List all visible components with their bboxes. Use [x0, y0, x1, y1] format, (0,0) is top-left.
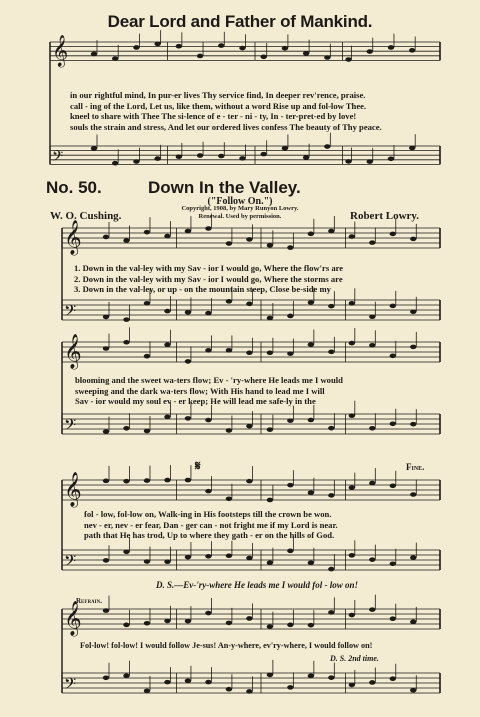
note-head: [144, 478, 150, 483]
note-head: [282, 46, 288, 51]
note-head: [390, 561, 396, 566]
note-head: [144, 689, 150, 694]
note-head: [390, 616, 396, 621]
note-head: [205, 554, 211, 559]
note-head: [164, 234, 170, 239]
note-head: [349, 683, 355, 688]
system1-verse-3: 3. Down in the val-ley, or up - on the mountain steep, Close be-side my: [74, 284, 331, 294]
system2-lyrics: [75, 375, 343, 407]
note-head: [349, 234, 355, 239]
note-head: [308, 674, 314, 679]
note-head: [103, 315, 109, 320]
note-head: [287, 245, 293, 250]
system2-verse-2: sweeping and the dark wa-ters flow; With His hand to lead me I will: [75, 385, 325, 396]
note-head: [369, 314, 375, 319]
note-head: [205, 680, 211, 685]
note-head: [410, 688, 416, 693]
note-head: [164, 415, 170, 420]
hymn2-author: W. O. Cushing.: [50, 210, 122, 222]
note-head: [267, 673, 273, 678]
note-head: [328, 229, 334, 234]
note-head: [369, 240, 375, 245]
note-head: [328, 610, 334, 615]
note-head: [369, 680, 375, 685]
note-head: [185, 359, 191, 364]
bass-clef-icon: 𝄢: [64, 302, 77, 324]
treble-clef-icon: 𝄞: [64, 472, 82, 507]
note-head: [282, 146, 288, 151]
treble-clef-icon: 𝄞: [64, 601, 82, 636]
note-head: [246, 237, 252, 242]
note-head: [205, 489, 211, 494]
note-head: [154, 42, 160, 47]
system3-lyrics: [84, 509, 338, 541]
note-head: [324, 55, 330, 60]
note-head: [246, 556, 252, 561]
note-head: [185, 416, 191, 421]
note-head: [349, 341, 355, 346]
system1-verse-2: 2. Down in the val-ley with my Sav - ior I would go, Where the storms are: [74, 273, 343, 284]
hymn2-composer: Robert Lowry.: [350, 210, 420, 222]
note-head: [409, 48, 415, 53]
note-head: [308, 342, 314, 347]
system3-verse-1: fol - low, fol-low on, Walk-ing in His footsteps till the crown be won.: [84, 509, 332, 519]
note-head: [287, 314, 293, 319]
hymn2-subtitle: ("Follow On."): [207, 196, 273, 207]
note-head: [324, 144, 330, 149]
system2-verse-1: blooming and the sweet wa-ters flow; Ev - 'ry-where He leads me I would: [75, 375, 343, 385]
note-head: [226, 687, 232, 692]
note-head: [369, 343, 375, 348]
hymn2-copyright: Copyright, 1908, by Mary Runyon Lowry. Renewal. Used by permission.: [181, 205, 299, 220]
note-head: [164, 309, 170, 314]
treble-clef-icon: 𝄞: [52, 33, 69, 67]
note-head: [267, 498, 273, 503]
note-head: [369, 557, 375, 562]
note-head: [308, 490, 314, 495]
note-head: [328, 493, 334, 498]
ds-line: D. S.—Ev-'ry-where He leads me I would fol - low on!: [156, 580, 358, 590]
note-head: [185, 555, 191, 560]
system3-verse-3: path that He has trod, Up to where they gath - er on the hills of God.: [84, 530, 335, 540]
note-head: [144, 559, 150, 564]
note-head: [287, 483, 293, 488]
note-head: [144, 354, 150, 359]
note-head: [369, 426, 375, 431]
note-head: [308, 232, 314, 237]
note-head: [388, 157, 394, 162]
note-head: [328, 350, 334, 355]
note-head: [303, 155, 309, 160]
note-head: [308, 418, 314, 423]
note-head: [303, 51, 309, 56]
note-head: [369, 481, 375, 486]
note-head: [205, 311, 211, 316]
note-head: [154, 156, 160, 161]
note-head: [246, 350, 252, 355]
note-head: [345, 57, 351, 62]
bass-clef-icon: 𝄢: [64, 552, 77, 574]
note-head: [226, 299, 232, 304]
note-head: [349, 613, 355, 618]
note-head: [367, 159, 373, 164]
note-head: [390, 421, 396, 426]
note-head: [308, 560, 314, 565]
note-head: [287, 418, 293, 423]
note-head: [328, 567, 334, 572]
note-head: [390, 232, 396, 237]
note-head: [267, 560, 273, 565]
note-head: [91, 52, 97, 57]
note-head: [226, 553, 232, 558]
note-head: [410, 555, 416, 560]
note-head: [123, 340, 129, 345]
note-head: [144, 301, 150, 306]
note-head: [123, 549, 129, 554]
note-head: [123, 238, 129, 243]
note-head: [112, 56, 118, 61]
note-head: [123, 479, 129, 484]
note-head: [218, 43, 224, 48]
hymn1-line-3: kneel to share with Thee The si-lence of e - ter - ni - ty, In - ter-pret-ed by love!: [70, 111, 357, 121]
note-head: [133, 159, 139, 164]
note-head: [123, 426, 129, 431]
note-head: [91, 146, 97, 151]
note-head: [267, 316, 273, 321]
note-head: [226, 348, 232, 353]
note-head: [185, 679, 191, 684]
note-head: [308, 623, 314, 628]
note-head: [246, 689, 252, 694]
ds-al-fine: D. S. 2nd time.: [330, 654, 379, 663]
note-head: [410, 620, 416, 625]
note-head: [205, 418, 211, 423]
treble-clef-icon: 𝄞: [64, 220, 82, 255]
note-head: [123, 623, 129, 628]
note-head: [369, 607, 375, 612]
note-head: [349, 413, 355, 418]
hymn1-line-2: call - ing of the Lord, Let us, like them, without a word Rise up and fol-low Thee.: [70, 100, 367, 111]
note-head: [103, 429, 109, 434]
note-head: [287, 685, 293, 690]
note-head: [103, 235, 109, 240]
note-head: [287, 549, 293, 554]
note-head: [267, 243, 273, 248]
note-head: [390, 304, 396, 309]
note-head: [103, 346, 109, 351]
note-head: [205, 611, 211, 616]
hymn2-title: Down In the Valley.: [148, 178, 301, 197]
hymn1-line-4: souls the strain and stress, And let our ordered lives confess The beauty of Thy peace.: [70, 121, 382, 132]
note-head: [345, 159, 351, 164]
treble-clef-icon: 𝄞: [64, 334, 82, 369]
note-head: [246, 424, 252, 429]
note-head: [185, 229, 191, 234]
note-head: [287, 351, 293, 356]
note-head: [185, 310, 191, 315]
note-head: [409, 146, 415, 151]
system2-verse-3: Sav - ior would my soul ev - er keep; He will lead me safe-ly in the: [75, 396, 316, 406]
note-head: [390, 354, 396, 359]
note-head: [164, 559, 170, 564]
note-head: [410, 345, 416, 350]
fine-marking: Fine.: [406, 462, 425, 472]
note-head: [144, 230, 150, 235]
refrain-label: Refrain.: [76, 597, 102, 605]
system3-verse-2: nev - er, nev - er fear, Dan - ger can - not fright me if my Lord is near.: [84, 519, 338, 530]
note-head: [239, 156, 245, 161]
note-head: [176, 154, 182, 159]
note-head: [226, 621, 232, 626]
hymn-number: No. 50.: [46, 178, 102, 197]
note-head: [144, 429, 150, 434]
note-head: [205, 226, 211, 231]
note-head: [103, 558, 109, 563]
note-head: [218, 154, 224, 159]
note-head: [367, 49, 373, 54]
note-head: [103, 608, 109, 613]
note-head: [197, 153, 203, 158]
note-head: [176, 44, 182, 49]
note-head: [260, 152, 266, 157]
note-head: [388, 45, 394, 50]
hymn1-title: Dear Lord and Father of Mankind.: [107, 12, 373, 31]
note-head: [267, 350, 273, 355]
bass-clef-icon: 𝄢: [64, 675, 77, 697]
note-head: [246, 616, 252, 621]
note-head: [267, 624, 273, 629]
note-head: [328, 675, 334, 680]
note-head: [123, 673, 129, 678]
note-head: [410, 309, 416, 314]
segno-sign: 𝄋: [195, 458, 201, 473]
note-head: [164, 342, 170, 347]
note-head: [246, 302, 252, 307]
note-head: [390, 483, 396, 488]
note-head: [226, 428, 232, 433]
note-head: [239, 46, 245, 51]
note-head: [103, 675, 109, 680]
note-head: [112, 161, 118, 166]
note-head: [349, 553, 355, 558]
refrain-lyric: Fol-low! fol-low! I would follow Je-sus! An-y-where, ev'ry-where, I would follow on!: [80, 641, 373, 650]
note-head: [410, 237, 416, 242]
note-head: [328, 426, 334, 431]
bass-clef-icon: 𝄢: [64, 416, 77, 438]
note-head: [164, 478, 170, 483]
note-head: [410, 492, 416, 497]
note-head: [164, 680, 170, 685]
note-head: [103, 479, 109, 484]
bass-clef-icon: 𝄢: [52, 148, 64, 169]
note-head: [144, 621, 150, 626]
note-head: [308, 300, 314, 305]
note-head: [185, 619, 191, 624]
note-head: [267, 427, 273, 432]
note-head: [133, 45, 139, 50]
note-head: [410, 422, 416, 427]
note-head: [226, 496, 232, 501]
system1-lyrics: [74, 263, 343, 295]
note-head: [226, 241, 232, 246]
system1-verse-1: 1. Down in the val-ley with my Sav - ior I would go, Where the flow'rs are: [74, 263, 344, 273]
hymn1-line-1: in our rightful mind, In pur-er lives Thy service find, In deeper rev'rence, praise.: [70, 90, 366, 100]
note-head: [164, 619, 170, 624]
note-head: [205, 348, 211, 353]
note-head: [390, 676, 396, 681]
note-head: [246, 479, 252, 484]
note-head: [185, 478, 191, 483]
note-head: [197, 54, 203, 59]
note-head: [328, 304, 334, 309]
note-head: [349, 485, 355, 490]
hymn1-lyrics: [70, 90, 382, 132]
note-head: [260, 54, 266, 59]
note-head: [349, 301, 355, 306]
note-head: [287, 623, 293, 628]
note-head: [123, 317, 129, 322]
